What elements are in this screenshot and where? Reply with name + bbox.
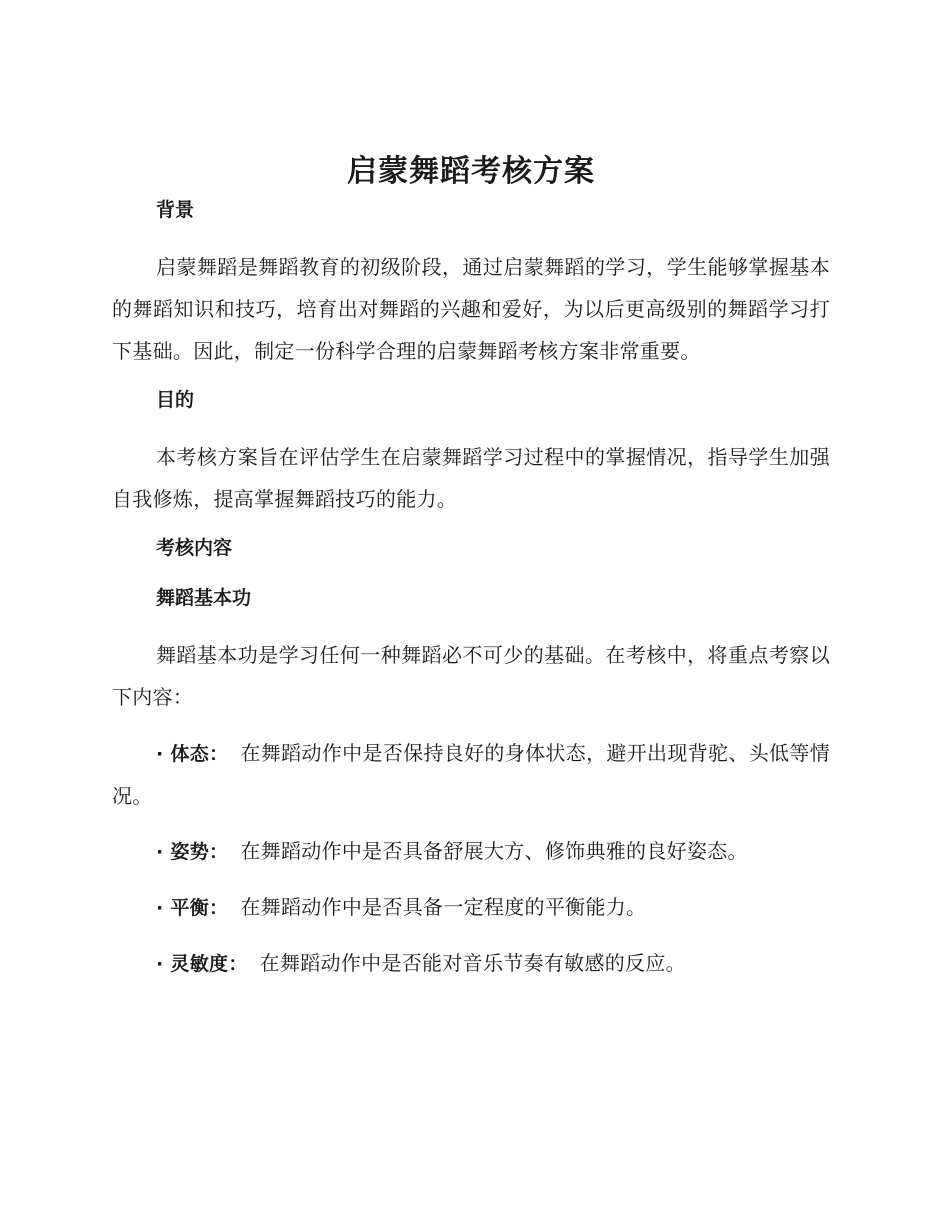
document-page xyxy=(112,150,830,998)
list-item-term: · 平衡： xyxy=(156,897,229,919)
list-item xyxy=(112,732,830,817)
section-heading-purpose: 目的 xyxy=(156,389,195,411)
basics-paragraph: 舞蹈基本功是学习任何一种舞蹈必不可少的基础。在考核中，将重点考察以下内容： xyxy=(112,643,830,709)
list-item xyxy=(112,830,830,873)
section-heading-content: 考核内容 xyxy=(156,537,233,559)
list-item-term: · 灵敏度： xyxy=(156,953,248,975)
list-item-term: · 体态： xyxy=(156,743,229,765)
list-item-desc: 在舞蹈动作中是否能对音乐节奏有敏感的反应。 xyxy=(259,951,686,975)
document-title: 启蒙舞蹈考核方案 xyxy=(347,154,595,189)
section-heading-basics: 舞蹈基本功 xyxy=(156,587,252,609)
background-paragraph: 启蒙舞蹈是舞蹈教育的初级阶段，通过启蒙舞蹈的学习，学生能够掌握基本的舞蹈知识和技巧，培育出对舞蹈的兴趣和爱好，为以后更高级别的舞蹈学习打下基础。因此，制定一份科学合理的启蒙舞蹈考核方案非常重要。 xyxy=(112,255,830,363)
list-item-desc: 在舞蹈动作中是否具备一定程度的平衡能力。 xyxy=(240,895,647,919)
list-item-desc: 在舞蹈动作中是否具备舒展大方、修饰典雅的良好姿态。 xyxy=(240,839,748,863)
section-heading-background: 背景 xyxy=(156,199,195,221)
list-item xyxy=(112,886,830,929)
list-item xyxy=(112,942,830,985)
list-item-term: · 姿势： xyxy=(156,841,229,863)
list-item-desc: 在舞蹈动作中是否保持良好的身体状态，避开出现背驼、头低等情况。 xyxy=(112,741,830,808)
purpose-paragraph: 本考核方案旨在评估学生在启蒙舞蹈学习过程中的掌握情况，指导学生加强自我修炼，提高掌握舞蹈技巧的能力。 xyxy=(112,445,830,511)
